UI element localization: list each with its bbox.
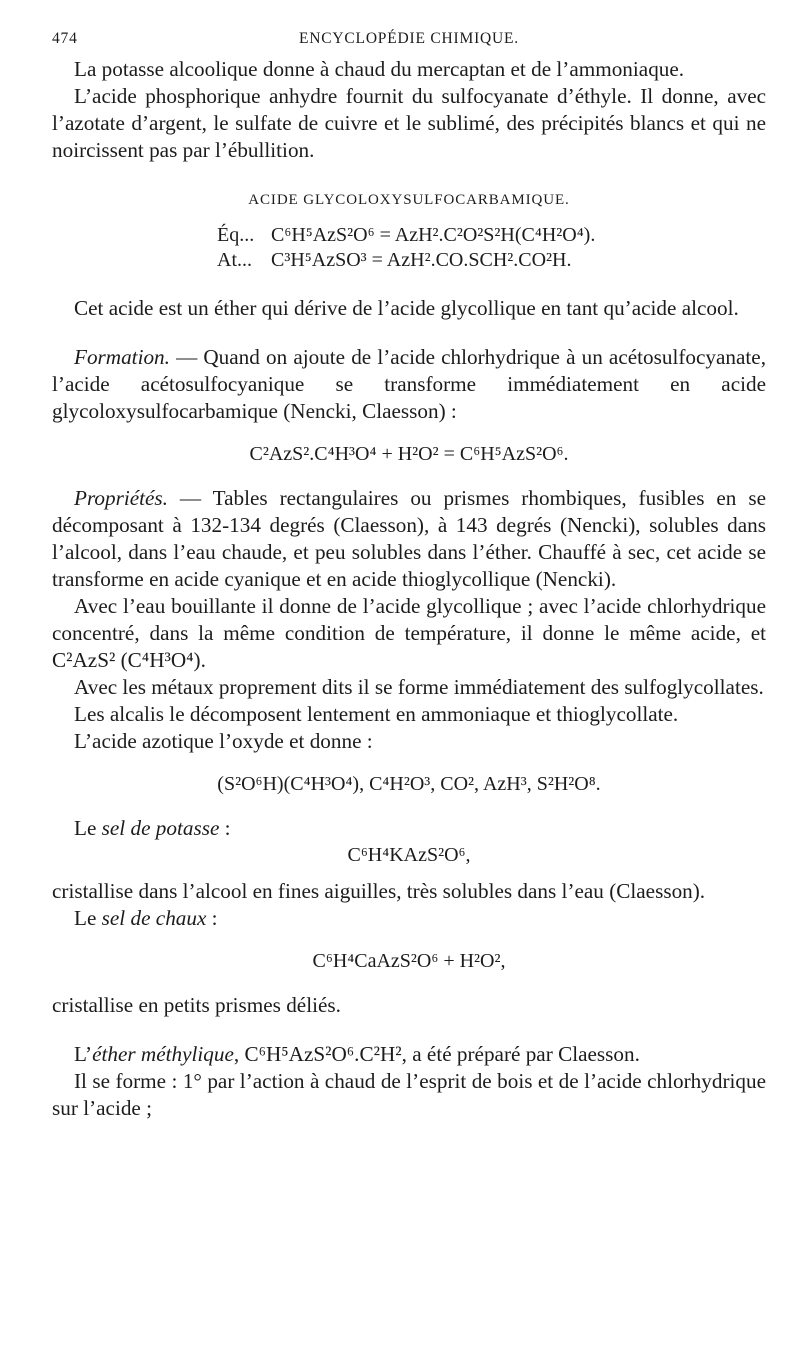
paragraph-potasse: Le sel de potasse :: [74, 816, 231, 840]
formula: C³H⁵AzSO³ = AzH².CO.SCH².CO²H.: [271, 249, 572, 271]
formula-line-at: [217, 248, 766, 273]
paragraph: L’acide azotique l’oxyde et donne :: [74, 729, 373, 753]
paragraph: Il se forme : 1° par l’action à chaud de l’esprit de bois et de l’acide chlorhydrique sur l’acide ;: [52, 1069, 766, 1120]
page-header: [52, 22, 766, 56]
formula: C⁶H⁴KAzS²O⁶,: [347, 844, 471, 866]
formula: C⁶H⁵AzS²O⁶ = AzH².C²O²S²H(C⁴H²O⁴).: [271, 224, 596, 246]
paragraph: Avec l’eau bouillante il donne de l’acide glycollique ; avec l’acide chlorhydrique concentré, dans la même condition de température, il donne le même acide, et C²AzS² (C⁴H³O⁴).: [52, 594, 766, 672]
section-title: ACIDE GLYCOLOXYSULFOCARBAMIQUE.: [248, 192, 570, 208]
paragraph: L’acide phosphorique anhydre fournit du sulfocyanate d’éthyle. Il donne, avec l’azotate d’argent, le sulfate de cuivre et le sublimé, des précipités blancs et qui ne noircissent pas par l’ébullition.: [52, 84, 766, 162]
heading-inline: Formation.: [74, 345, 170, 369]
formula: (S²O⁶H)(C⁴H³O⁴), C⁴H²O³, CO², AzH³, S²H²O⁸.: [217, 773, 601, 795]
formula-block: [52, 223, 766, 273]
formula-label: At...: [217, 249, 252, 271]
paragraph: Cet acide est un éther qui dérive de l’acide glycollique en tant qu’acide alcool.: [74, 296, 739, 320]
term: sel de potasse: [101, 816, 220, 840]
paragraph-formation: Formation. — Quand on ajoute de l’acide chlorhydrique à un acétosulfocyanate, l’acide acétosulfocyanique se transforme immédiatement en acide glycoloxysulfocarbamique (Nencki, Claesson) :: [52, 345, 766, 423]
paragraph-ether: L’éther méthylique, C⁶H⁵AzS²O⁶.C²H², a été préparé par Claesson.: [74, 1042, 640, 1066]
page-number: 474: [52, 30, 78, 47]
formula: C²AzS².C⁴H³O⁴ + H²O² = C⁶H⁵AzS²O⁶.: [249, 443, 569, 465]
paragraph: Avec les métaux proprement dits il se forme immédiatement des sulfoglycollates.: [74, 675, 764, 699]
paragraph-properties: Propriétés. — Tables rectangulaires ou prismes rhombiques, fusibles en se décomposant à 132-134 degrés (Claesson), à 143 degrés (Nencki), solubles dans l’alcool, dans l’eau chaude, et peu solubles dans l’éther. Chauffé à sec, cet acide se transforme en acide cyanique et en acide thioglycollique (Nencki).: [52, 486, 766, 591]
term: éther méthylique: [92, 1042, 234, 1066]
paragraph-chaux: Le sel de chaux :: [74, 906, 218, 930]
heading-inline: Propriétés.: [74, 486, 168, 510]
formula-line-eq: [217, 223, 766, 248]
paragraph: cristallise en petits prismes déliés.: [52, 993, 341, 1017]
formula-label: Éq...: [217, 224, 255, 246]
paragraph: Les alcalis le décomposent lentement en ammoniaque et thioglycollate.: [74, 702, 679, 726]
running-title: ENCYCLOPÉDIE CHIMIQUE.: [299, 30, 519, 47]
formula: C⁶H⁴CaAzS²O⁶ + H²O²,: [312, 950, 506, 972]
term: sel de chaux: [101, 906, 207, 930]
paragraph: La potasse alcoolique donne à chaud du mercaptan et de l’ammoniaque.: [74, 57, 685, 81]
paragraph: cristallise dans l’alcool en fines aiguilles, très solubles dans l’eau (Claesson).: [52, 879, 706, 903]
